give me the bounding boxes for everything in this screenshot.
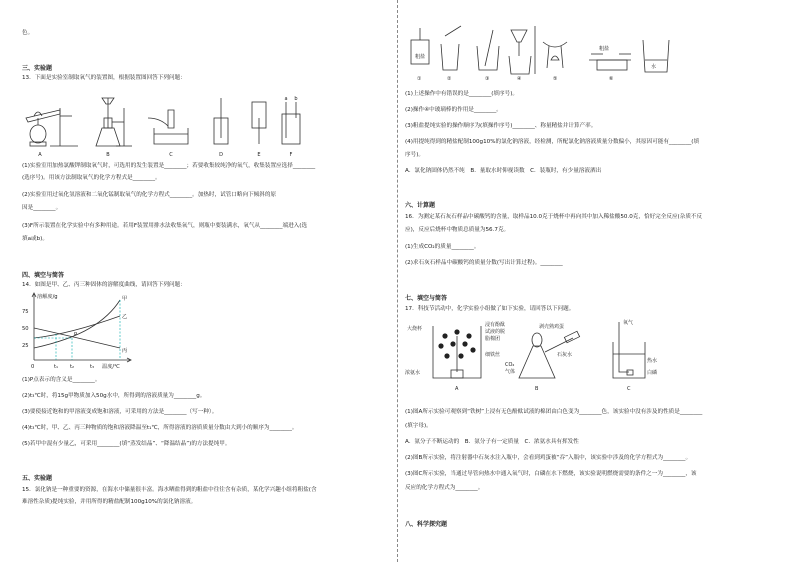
section-7-heading: 七、填空与简答 [405, 295, 448, 302]
q15-options: A．氯化钠固体仍然不纯 B．量取水时仰视读数 C．装瓶时，有少量溶液洒出 [405, 168, 602, 174]
q17-part2: (2)图B所示实验，将注射器中石灰水注入瓶中，会看到鸡蛋被“吞”入瓶中，该实验中涉及的化学方程式为________。 [405, 455, 692, 461]
fig-c-label: C [627, 386, 631, 392]
q17-part1-cont: (填字母)。 [405, 423, 432, 429]
fig-label-c: C [169, 152, 173, 158]
chart-ytick-25: 25 [22, 343, 29, 349]
fig-b-label: B [535, 386, 539, 392]
q16-part1: (1)生成CO₂的质量________。 [405, 244, 480, 250]
chart-xtick-t1: t₁ [54, 364, 59, 370]
section-5-heading: 五、实验题 [22, 475, 53, 482]
fig-a-wire: 细铁丝 [485, 352, 501, 358]
q13-part1-cont: (选序号)。用该方法制取氧气的化学方程式是________。 [22, 175, 161, 181]
fig-label-1: ① [417, 76, 422, 82]
chart-ytick-75: 75 [22, 309, 29, 315]
oxygen-apparatus-figure [20, 88, 310, 158]
legend-jia: 甲 [122, 296, 128, 302]
chart-ylabel: 溶解度/g [37, 294, 58, 300]
q14-part5: (5)若甲中混有少量乙，可采用________(填“蒸发结晶”、“降温结晶”)的方法提纯甲。 [22, 441, 231, 447]
q16-line2: 应)，反应后烧杯中物质总质量为56.7克。 [405, 227, 510, 233]
fig-text-water: 水 [651, 64, 657, 70]
q14-stem: 14．如图是甲、乙、丙三种固体的溶解度曲线，请回答下列问题： [22, 282, 186, 288]
section-8-heading: 八、科学探究题 [405, 521, 448, 528]
top-fragment: 色。 [22, 30, 34, 36]
chart-point-p: P [74, 332, 78, 338]
fig-label-tube-a: a [284, 96, 288, 102]
q15-part2: (2)操作④中玻璃棒的作用是________。 [405, 107, 502, 113]
section-4-heading: 四、填空与简答 [22, 272, 65, 279]
q15-part3: (3)粗盐提纯实验的操作顺序为(填操作序号)________、称量精盐并计算产率。 [405, 123, 597, 129]
q17-stem: 17．科技节活动中，化学实验小组做了如下实验，请回答以下问题。 [405, 306, 575, 312]
column-divider [397, 0, 398, 562]
q16-line1: 16．为测定某石灰石样品中碳酸钙的含量，取样品10.0克于烧杯中再向其中加入稀盐酸50.0克，恰好完全反应(杂质不反 [405, 214, 703, 220]
fig-label-6: ⑥ [609, 76, 614, 82]
fig-b-gas: 气体 [505, 369, 516, 375]
fig-a-beaker: 大烧杯 [407, 326, 423, 332]
legend-bing: 丙 [122, 348, 128, 354]
q14-part2: (2)t₃℃时，将15g甲物质加入50g水中，所得到的溶液质量为________g。 [22, 393, 206, 399]
fig-c-p: 白磷 [647, 370, 658, 376]
q16-part2: (2)求石灰石样品中碳酸钙的质量分数(写出计算过程)。________ [405, 260, 563, 266]
fig-label-d: D [219, 152, 223, 158]
chart-ytick-50: 50 [22, 326, 29, 332]
fig-b-lime: 石灰水 [557, 352, 573, 358]
chart-xlabel: 温度/℃ [102, 364, 120, 370]
q17-part3-cont: 反应的化学方程式为________。 [405, 485, 484, 491]
q17-part3: (3)图C所示实验，当通过导管向热水中通入氧气时，白磷在水下燃烧，该实验说明燃烧需要的条件之一为________，该 [405, 471, 697, 477]
fig-label-5: ⑤ [553, 76, 558, 82]
curve-jia [34, 300, 120, 348]
q14-part3: (3)要使接近饱和的甲溶液变成饱和溶液，可采用的方法是________（写一种）。 [22, 409, 218, 415]
fig-text-coarse-salt: 粗盐 [415, 54, 426, 60]
fig-label-4: ④ [517, 76, 522, 82]
chart-xtick-t2: t₂ [70, 364, 75, 370]
fig-c-o2: 氧气 [623, 320, 634, 326]
q15-line2: 难溶性杂质)提纯实验，并用所得的精盐配制100g10%的氯化钠溶液。 [22, 499, 197, 505]
salt-operations-figure [405, 20, 675, 82]
fig-label-f: F [289, 152, 293, 158]
q17-part1: (1)图A所示实验可观察到“铁树”上浸有无色酚酞试液的棉团由白色变为________色，该实验中没有涉及的性质是________ [405, 409, 703, 415]
section-3-heading: 三、实验题 [22, 65, 53, 72]
q13-part1: (1)实验室用加热氯酸钾制取氧气时，可选用的发生装置是________；若要收集较纯净的氧气，收集装置应选择________ [22, 163, 316, 169]
fig-label-e: E [257, 152, 261, 158]
fig-a-liquid-1: 浸有酚酞 [485, 322, 506, 328]
fig-b-co2: CO₂ [505, 362, 515, 368]
q13-part2: (2)实验室用过氧化氢溶液和二氧化锰制取氧气的化学方程式________。加热时，试管口略向下倾斜的原 [22, 192, 277, 198]
science-fair-figure [405, 316, 658, 394]
q13-part3-cont: 填a或b)。 [22, 236, 48, 242]
fig-text-coarse-salt-2: 粗盐 [599, 46, 610, 52]
legend-yi: 乙 [122, 314, 128, 320]
section-6-heading: 六、计算题 [405, 202, 436, 209]
fig-a-ammonia: 浓氨水 [405, 370, 421, 376]
q14-part4: (4)t₃℃时，甲、乙、丙三种物质的饱和溶液降温至t₁℃，所得溶液的溶质质量分数由大到小的顺序为________。 [22, 425, 298, 431]
fig-c-water: 热水 [647, 358, 658, 364]
fig-a-liquid-3: 脂棉团 [485, 336, 501, 342]
fig-label-2: ② [447, 76, 452, 82]
fig-a-label: A [455, 386, 459, 392]
q13-stem: 13．下面是实验室制取氧气的装置图，根据装置图回答下列问题： [22, 75, 186, 81]
q13-part2-cont: 因是________。 [22, 205, 62, 211]
chart-xtick-0: 0 [31, 364, 35, 370]
chart-xtick-t3: t₃ [90, 364, 95, 370]
fig-label-b: B [106, 152, 110, 158]
fig-label-3: ③ [485, 76, 490, 82]
solubility-chart [20, 290, 150, 372]
fig-label-tube-b: b [294, 96, 298, 102]
q17-options: A．氨分子不断运动的 B．氨分子有一定质量 C．浓氨水具有挥发性 [405, 439, 579, 445]
q13-part3: (3)F所示装置在化学实验中有多种用途。若用F装置用排水法收集氧气，则瓶中要装满水，氧气从________端进入(选 [22, 223, 308, 229]
q15-line1: 15．氯化钠是一种重要的资源，在海水中储量很丰富。海水晒盐得到的粗盐中往往含有杂质，某化学兴趣小组将粗盐(含 [22, 487, 317, 493]
fig-b-egg: 剥壳熟鸡蛋 [539, 324, 565, 330]
fig-label-a: A [38, 152, 42, 158]
q14-part1: (1)P点表示的含义是________。 [22, 377, 101, 383]
fig-a-liquid-2: 试液的脱 [485, 329, 506, 335]
q15-part4-cont: 序号)。 [405, 152, 424, 158]
q15-part4: (4)用提纯得到的精盐配制100g10%的氯化钠溶液，经检测，所配氯化钠溶液质量分数偏小，其原因可能有________(填 [405, 139, 700, 145]
q15-part1: (1)上述操作中有错误的是________(填序号)。 [405, 91, 518, 97]
